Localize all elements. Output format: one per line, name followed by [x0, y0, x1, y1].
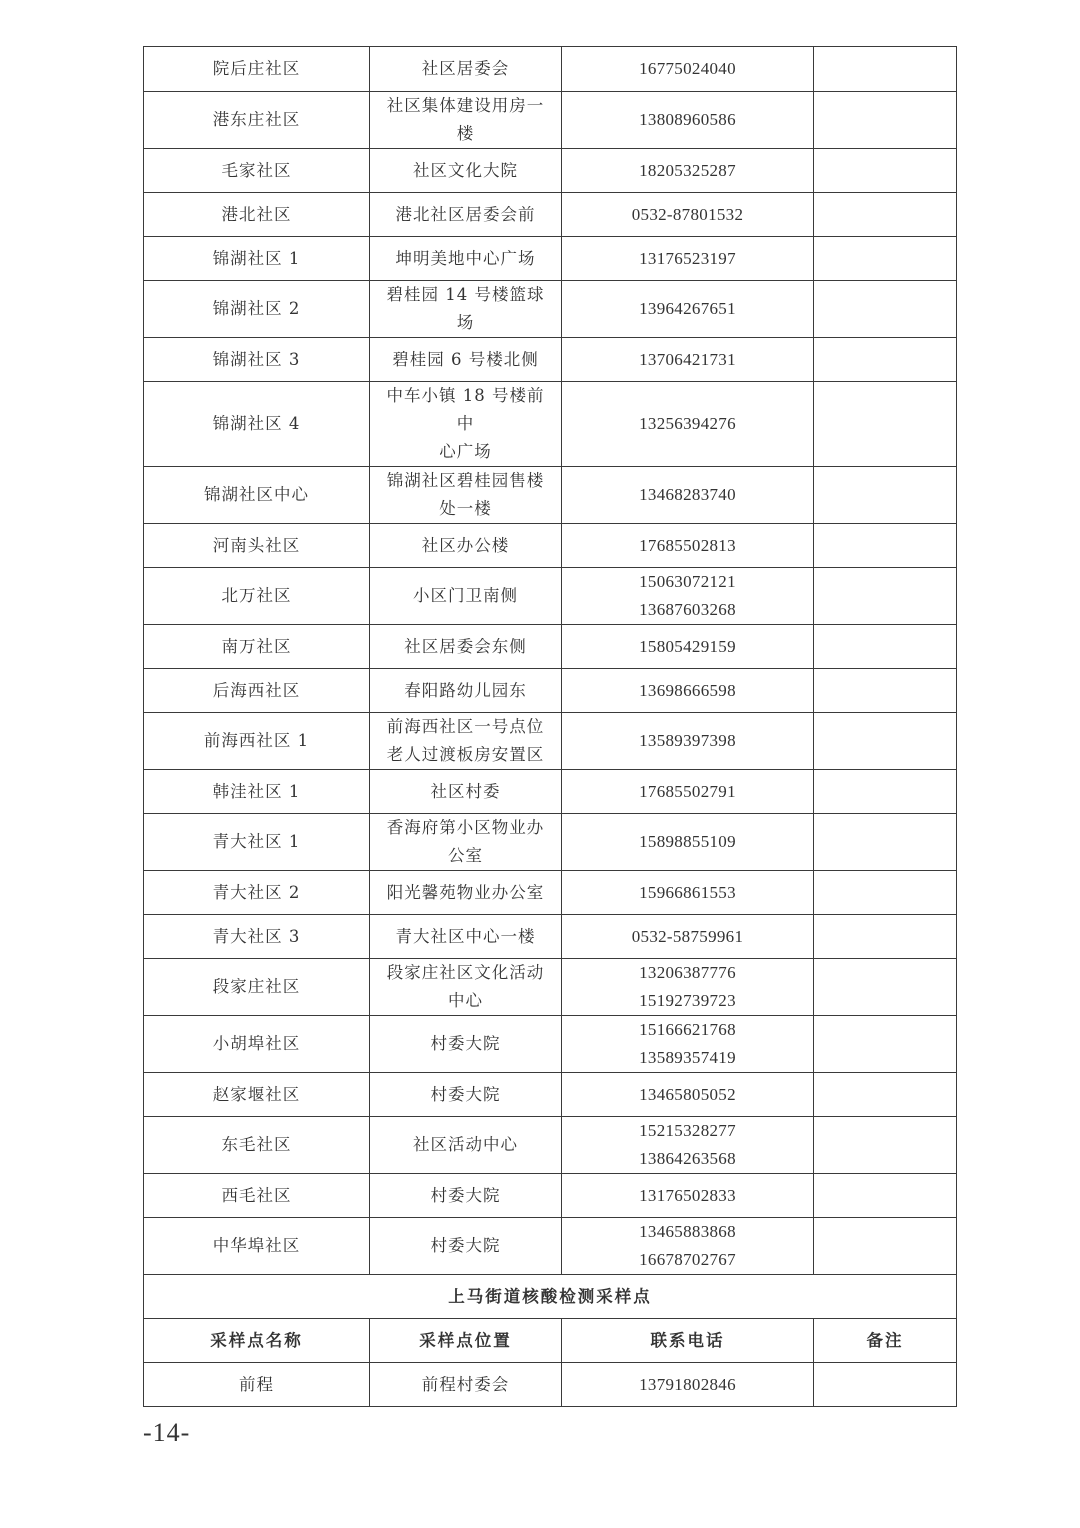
table-row — [144, 568, 957, 625]
site-location-cell — [370, 193, 562, 237]
phone-cell — [562, 713, 814, 770]
site-location-cell-line: 社区文化大院 — [413, 160, 518, 180]
table-row — [144, 1073, 957, 1117]
sampling-points-table — [143, 46, 957, 1407]
phone-cell — [562, 92, 814, 149]
table-row — [144, 871, 957, 915]
site-location-cell — [370, 713, 562, 770]
note-cell — [814, 1073, 957, 1117]
phone-cell-line: 0532-87801532 — [631, 204, 744, 224]
phone-cell — [562, 149, 814, 193]
table-row — [144, 669, 957, 713]
site-name-cell: 锦湖社区中心 — [144, 467, 370, 524]
site-name-cell: 锦湖社区 3 — [144, 338, 370, 382]
phone-cell — [562, 237, 814, 281]
phone-cell — [562, 1073, 814, 1117]
site-location-cell-line: 阳光馨苑物业办公室 — [386, 882, 545, 902]
table-row — [144, 625, 957, 669]
phone-cell-line: 13698666598 — [639, 680, 736, 700]
note-cell — [814, 1363, 957, 1407]
phone-cell-line: 13864263568 — [639, 1149, 736, 1168]
phone-cell — [562, 281, 814, 338]
phone-cell-line: 13206387776 — [639, 963, 736, 982]
site-location-cell-line: 处一楼 — [439, 499, 492, 518]
note-cell — [814, 625, 957, 669]
header-site-name: 采样点名称 — [144, 1319, 370, 1363]
table-row — [144, 92, 957, 149]
phone-cell-line: 15063072121 — [639, 572, 736, 591]
site-location-cell — [370, 524, 562, 568]
note-cell — [814, 871, 957, 915]
note-cell — [814, 713, 957, 770]
site-location-cell-line: 社区集体建设用房一 — [386, 96, 545, 115]
table-row — [144, 770, 957, 814]
phone-cell — [562, 959, 814, 1016]
phone-cell — [562, 669, 814, 713]
site-location-cell-line: 港北社区居委会前 — [395, 204, 536, 224]
site-name-cell: 港东庄社区 — [144, 92, 370, 149]
phone-cell-line: 16678702767 — [639, 1250, 736, 1269]
phone-cell-line: 15166621768 — [639, 1020, 736, 1039]
site-location-cell-line: 心广场 — [439, 442, 492, 461]
phone-cell — [562, 524, 814, 568]
note-cell — [814, 770, 957, 814]
header-note: 备注 — [814, 1319, 957, 1363]
site-location-cell — [370, 467, 562, 524]
site-name-cell: 前程 — [144, 1363, 370, 1407]
site-location-cell — [370, 92, 562, 149]
site-name-cell: 青大社区 3 — [144, 915, 370, 959]
table-row — [144, 959, 957, 1016]
note-cell — [814, 568, 957, 625]
site-name-cell: 后海西社区 — [144, 669, 370, 713]
site-name-cell: 锦湖社区 4 — [144, 382, 370, 467]
note-cell — [814, 1174, 957, 1218]
site-name-cell: 前海西社区 1 — [144, 713, 370, 770]
site-location-cell-line: 中车小镇 18 号楼前中 — [386, 386, 545, 433]
note-cell — [814, 467, 957, 524]
site-location-cell-line: 村委大院 — [430, 1084, 501, 1104]
phone-cell-line: 15966861553 — [639, 882, 736, 902]
phone-cell-line: 15805429159 — [639, 636, 736, 656]
site-location-cell — [370, 1363, 562, 1407]
phone-cell-line: 13589357419 — [639, 1048, 736, 1067]
phone-cell — [562, 1174, 814, 1218]
table-row — [144, 237, 957, 281]
site-location-cell-line: 中心 — [448, 991, 483, 1010]
note-cell — [814, 959, 957, 1016]
site-name-cell: 毛家社区 — [144, 149, 370, 193]
note-cell — [814, 915, 957, 959]
site-name-cell: 小胡埠社区 — [144, 1016, 370, 1073]
site-location-cell-line: 老人过渡板房安置区 — [386, 745, 545, 764]
site-name-cell: 南万社区 — [144, 625, 370, 669]
phone-cell — [562, 568, 814, 625]
phone-cell — [562, 193, 814, 237]
table-row — [144, 338, 957, 382]
phone-cell — [562, 770, 814, 814]
site-location-cell-line: 公室 — [448, 846, 483, 865]
site-location-cell-line: 春阳路幼儿园东 — [404, 680, 527, 700]
site-name-cell: 河南头社区 — [144, 524, 370, 568]
phone-cell-line: 13964267651 — [639, 299, 736, 318]
phone-cell-line: 17685502791 — [639, 781, 736, 801]
phone-cell — [562, 47, 814, 92]
phone-cell-line: 13176502833 — [639, 1185, 736, 1205]
site-name-cell: 中华埠社区 — [144, 1218, 370, 1275]
site-location-cell — [370, 1117, 562, 1174]
site-location-cell-line: 村委大院 — [430, 1185, 501, 1205]
site-location-cell-line: 坤明美地中心广场 — [395, 248, 536, 268]
site-name-cell: 赵家堰社区 — [144, 1073, 370, 1117]
site-name-cell: 北万社区 — [144, 568, 370, 625]
phone-cell-line: 15192739723 — [639, 991, 736, 1010]
site-location-cell — [370, 871, 562, 915]
phone-cell-line: 15898855109 — [639, 832, 736, 851]
table-row — [144, 281, 957, 338]
site-name-cell: 青大社区 2 — [144, 871, 370, 915]
site-location-cell — [370, 149, 562, 193]
site-location-cell-line: 小区门卫南侧 — [413, 586, 518, 605]
site-location-cell-line: 社区办公楼 — [421, 535, 510, 555]
site-location-cell-line: 段家庄社区文化活动 — [386, 963, 545, 982]
table-row — [144, 1174, 957, 1218]
phone-cell-line: 13465883868 — [639, 1222, 736, 1241]
phone-cell — [562, 871, 814, 915]
note-cell — [814, 237, 957, 281]
section-title-row — [144, 1275, 957, 1319]
site-location-cell-line: 前海西社区一号点位 — [386, 717, 545, 736]
phone-cell — [562, 1016, 814, 1073]
table-row — [144, 1016, 957, 1073]
phone-cell-line: 13465805052 — [639, 1084, 736, 1104]
table-row — [144, 1363, 957, 1407]
site-location-cell-line: 社区活动中心 — [413, 1135, 518, 1154]
site-location-cell-line: 社区村委 — [430, 781, 501, 801]
section-title: 上马街道核酸检测采样点 — [144, 1275, 957, 1319]
site-location-cell — [370, 1174, 562, 1218]
header-site-location: 采样点位置 — [370, 1319, 562, 1363]
column-header-row — [144, 1319, 957, 1363]
site-location-cell — [370, 625, 562, 669]
phone-cell-line: 17685502813 — [639, 535, 736, 555]
phone-cell-line: 13808960586 — [639, 110, 736, 129]
site-location-cell — [370, 1218, 562, 1275]
site-location-cell — [370, 1016, 562, 1073]
phone-cell-line: 13706421731 — [639, 349, 736, 369]
note-cell — [814, 47, 957, 92]
site-location-cell — [370, 1073, 562, 1117]
phone-cell-line: 18205325287 — [639, 160, 736, 180]
table-row — [144, 467, 957, 524]
site-name-cell: 东毛社区 — [144, 1117, 370, 1174]
table-row — [144, 47, 957, 92]
note-cell — [814, 382, 957, 467]
site-name-cell: 锦湖社区 1 — [144, 237, 370, 281]
phone-cell-line: 15215328277 — [639, 1121, 736, 1140]
site-location-cell-line: 村委大院 — [430, 1034, 501, 1053]
note-cell — [814, 1218, 957, 1275]
site-location-cell — [370, 382, 562, 467]
site-name-cell: 青大社区 1 — [144, 814, 370, 871]
site-location-cell-line: 社区居委会 — [421, 59, 510, 78]
note-cell — [814, 814, 957, 871]
note-cell — [814, 1117, 957, 1174]
phone-cell — [562, 915, 814, 959]
table-row — [144, 1117, 957, 1174]
site-name-cell: 西毛社区 — [144, 1174, 370, 1218]
site-location-cell — [370, 568, 562, 625]
phone-cell-line: 13791802846 — [639, 1374, 736, 1394]
table-row — [144, 193, 957, 237]
table-body — [144, 47, 957, 1407]
table-row — [144, 713, 957, 770]
site-location-cell-line: 碧桂园 6 号楼北侧 — [392, 349, 539, 369]
table-row — [144, 149, 957, 193]
phone-cell-line: 13468283740 — [639, 485, 736, 504]
header-phone: 联系电话 — [562, 1319, 814, 1363]
site-location-cell-line: 前程村委会 — [421, 1374, 510, 1394]
site-location-cell-line: 楼 — [456, 124, 475, 143]
site-location-cell-line: 碧桂园 14 号楼篮球场 — [386, 285, 545, 332]
phone-cell — [562, 382, 814, 467]
phone-cell-line: 13256394276 — [639, 414, 736, 433]
site-location-cell — [370, 47, 562, 92]
site-name-cell: 段家庄社区 — [144, 959, 370, 1016]
site-location-cell-line: 香海府第小区物业办 — [386, 818, 545, 837]
phone-cell-line: 0532-58759961 — [631, 926, 744, 946]
phone-cell — [562, 625, 814, 669]
table-row — [144, 382, 957, 467]
phone-cell-line: 13589397398 — [639, 731, 736, 750]
site-location-cell — [370, 814, 562, 871]
phone-cell — [562, 338, 814, 382]
phone-cell — [562, 467, 814, 524]
site-location-cell-line: 青大社区中心一楼 — [395, 926, 536, 946]
table-row — [144, 915, 957, 959]
phone-cell-line: 13176523197 — [639, 248, 736, 268]
site-location-cell — [370, 770, 562, 814]
site-location-cell-line: 村委大院 — [430, 1236, 501, 1255]
phone-cell — [562, 1363, 814, 1407]
site-location-cell-line: 社区居委会东侧 — [404, 636, 527, 656]
site-name-cell: 港北社区 — [144, 193, 370, 237]
phone-cell-line: 13687603268 — [639, 600, 736, 619]
site-location-cell — [370, 915, 562, 959]
note-cell — [814, 1016, 957, 1073]
note-cell — [814, 669, 957, 713]
note-cell — [814, 193, 957, 237]
phone-cell-line: 16775024040 — [639, 59, 736, 78]
phone-cell — [562, 1218, 814, 1275]
phone-cell — [562, 1117, 814, 1174]
site-location-cell — [370, 959, 562, 1016]
note-cell — [814, 281, 957, 338]
site-name-cell: 锦湖社区 2 — [144, 281, 370, 338]
note-cell — [814, 524, 957, 568]
page-number: -14- — [143, 1418, 191, 1447]
site-location-cell — [370, 669, 562, 713]
site-location-cell-line: 锦湖社区碧桂园售楼 — [386, 471, 545, 490]
note-cell — [814, 149, 957, 193]
site-location-cell — [370, 281, 562, 338]
sampling-table-container — [143, 46, 956, 1407]
site-location-cell — [370, 237, 562, 281]
table-row — [144, 1218, 957, 1275]
site-location-cell — [370, 338, 562, 382]
phone-cell — [562, 814, 814, 871]
note-cell — [814, 92, 957, 149]
note-cell — [814, 338, 957, 382]
site-name-cell: 韩洼社区 1 — [144, 770, 370, 814]
site-name-cell: 院后庄社区 — [144, 47, 370, 92]
table-row — [144, 524, 957, 568]
table-row — [144, 814, 957, 871]
